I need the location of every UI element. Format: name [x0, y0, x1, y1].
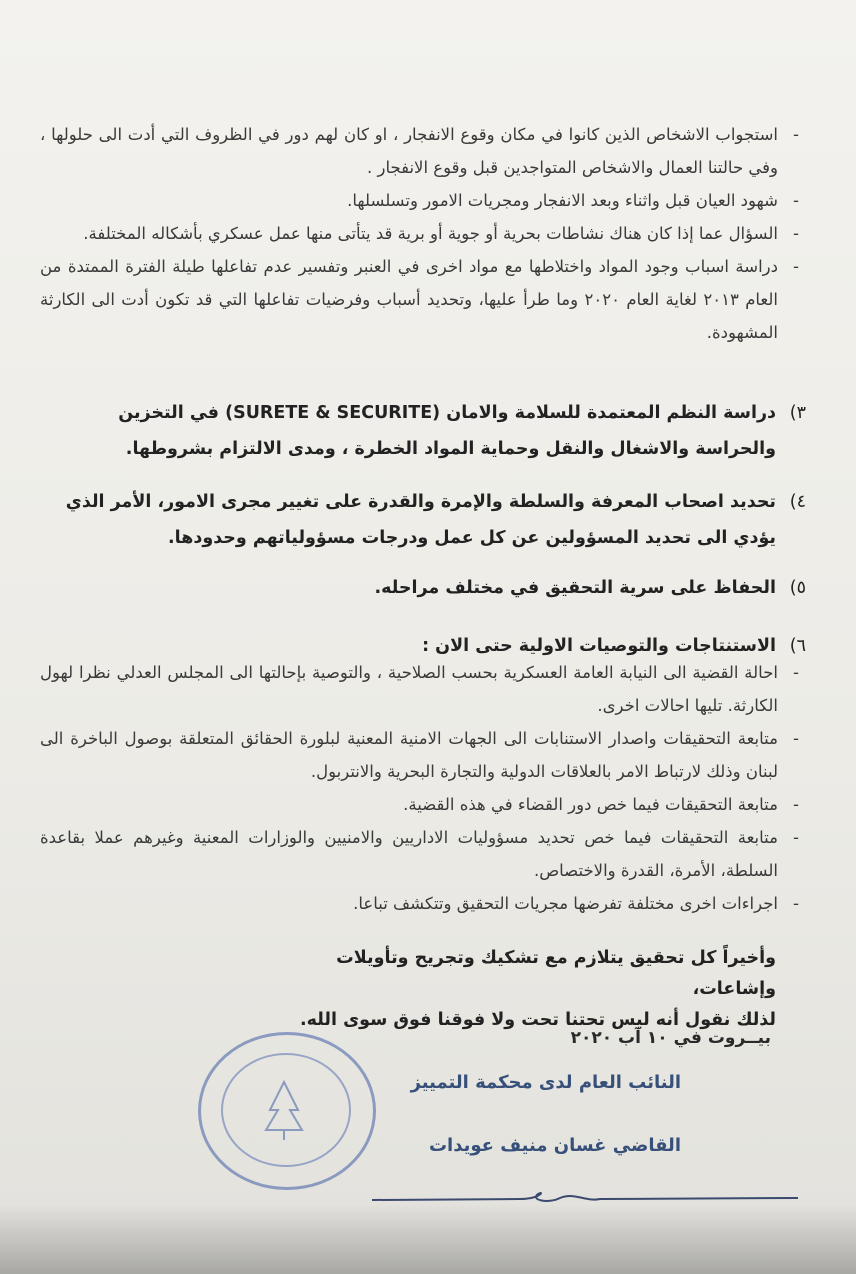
photo-shadow: [0, 1204, 856, 1274]
bullet-dash: -: [793, 894, 799, 913]
bullet-dash: -: [793, 125, 799, 144]
signatory-title: النائب العام لدى محكمة التمييز: [410, 1072, 681, 1093]
bullet-dash: -: [793, 191, 799, 210]
list-item: - احالة القضية الى النيابة العامة العسكرية بحسب الصلاحية ، والتوصية بإحالتها الى المجلس العدلي نظرا لهول الكارثة. تليها احالات اخرى.: [40, 656, 806, 722]
bullet-dash: -: [793, 663, 799, 682]
section6-list: [40, 656, 806, 920]
point-number: ٥): [789, 578, 806, 598]
document-date: بيــروت في ١٠ آب ٢٠٢٠: [570, 1028, 771, 1048]
bullet-dash: -: [793, 257, 799, 276]
point-6: ٦) الاستنتاجات والتوصيات الاولية حتى الان :: [38, 628, 776, 664]
list-item: - اجراءات اخرى مختلفة تفرضها مجريات التحقيق وتتكشف تباعا.: [40, 887, 806, 920]
closing-line-2: لذلك نقول أنه ليس تحتنا تحت ولا فوقنا فوق سوى الله.: [300, 1010, 776, 1030]
official-stamp: [198, 1032, 376, 1190]
bullet-dash: -: [793, 795, 799, 814]
signatory-name: القاضي غسان منيف عويدات: [428, 1135, 681, 1156]
point-3: ٣) دراسة النظم المعتمدة للسلامة والامان (SURETE & SECURITE) في التخزين والحراسة والاشغال والنقل وحماية المواد الخطرة ، ومدى الالتزام بشروطها.: [38, 395, 776, 467]
list-item: - متابعة التحقيقات فيما خص تحديد مسؤوليات الاداريين والامنيين والوزارات المعنية وغيرهم عملا بقاعدة السلطة، الأمرة، القدرة والاختصاص.: [40, 821, 806, 887]
section2-list: [40, 118, 806, 349]
point-number: ٤): [789, 492, 806, 512]
list-item: - دراسة اسباب وجود المواد واختلاطها مع مواد اخرى في العنبر وتفسير عدم تفاعلها طيلة الفترة الممتدة من العام ٢٠١٣ لغاية العام ٢٠٢٠ وما طرأ عليها، وتحديد أسباب وفرضيات تفاعلها التي قد تكون أدت الى الكارثة المشهودة.: [40, 250, 806, 349]
point-number: ٣): [789, 403, 806, 423]
point-5: ٥) الحفاظ على سرية التحقيق في مختلف مراحله.: [38, 570, 776, 606]
list-item: - استجواب الاشخاص الذين كانوا في مكان وقوع الانفجار ، او كان لهم دور في الظروف التي أدت الى حلولها ، وفي حالتنا العمال والاشخاص المتواجدين قبل وقوع الانفجار .: [40, 118, 806, 184]
list-item: - متابعة التحقيقات واصدار الاستنابات الى الجهات الامنية المعنية لبلورة الحقائق المتعلقة بوصول الباخرة الى لبنان وذلك لارتباط الامر بالعلاقات الدولية والتجارة البحرية والانتربول.: [40, 722, 806, 788]
bullet-dash: -: [793, 828, 799, 847]
point-number: ٦): [789, 636, 806, 656]
list-item: - السؤال عما إذا كان هناك نشاطات بحرية أو جوية أو برية قد يتأتى منها عمل عسكري بأشكاله المختلفة.: [40, 217, 806, 250]
closing-statement: [300, 943, 776, 1036]
list-item: - متابعة التحقيقات فيما خص دور القضاء في هذه القضية.: [40, 788, 806, 821]
closing-line-1: وأخيراً كل تحقيق يتلازم مع تشكيك وتجريح وتأويلات وإشاعات،: [336, 948, 776, 999]
bullet-dash: -: [793, 224, 799, 243]
list-item: - شهود العيان قبل واثناء وبعد الانفجار ومجريات الامور وتسلسلها.: [40, 184, 806, 217]
point-4: ٤) تحديد اصحاب المعرفة والسلطة والإمرة والقدرة على تغيير مجرى الامور، الأمر الذي يؤدي الى تحديد المسؤولين عن كل عمل ودرجات مسؤولياتهم وحدودها.: [38, 484, 776, 556]
bullet-dash: -: [793, 729, 799, 748]
cedar-icon: [198, 1032, 370, 1184]
